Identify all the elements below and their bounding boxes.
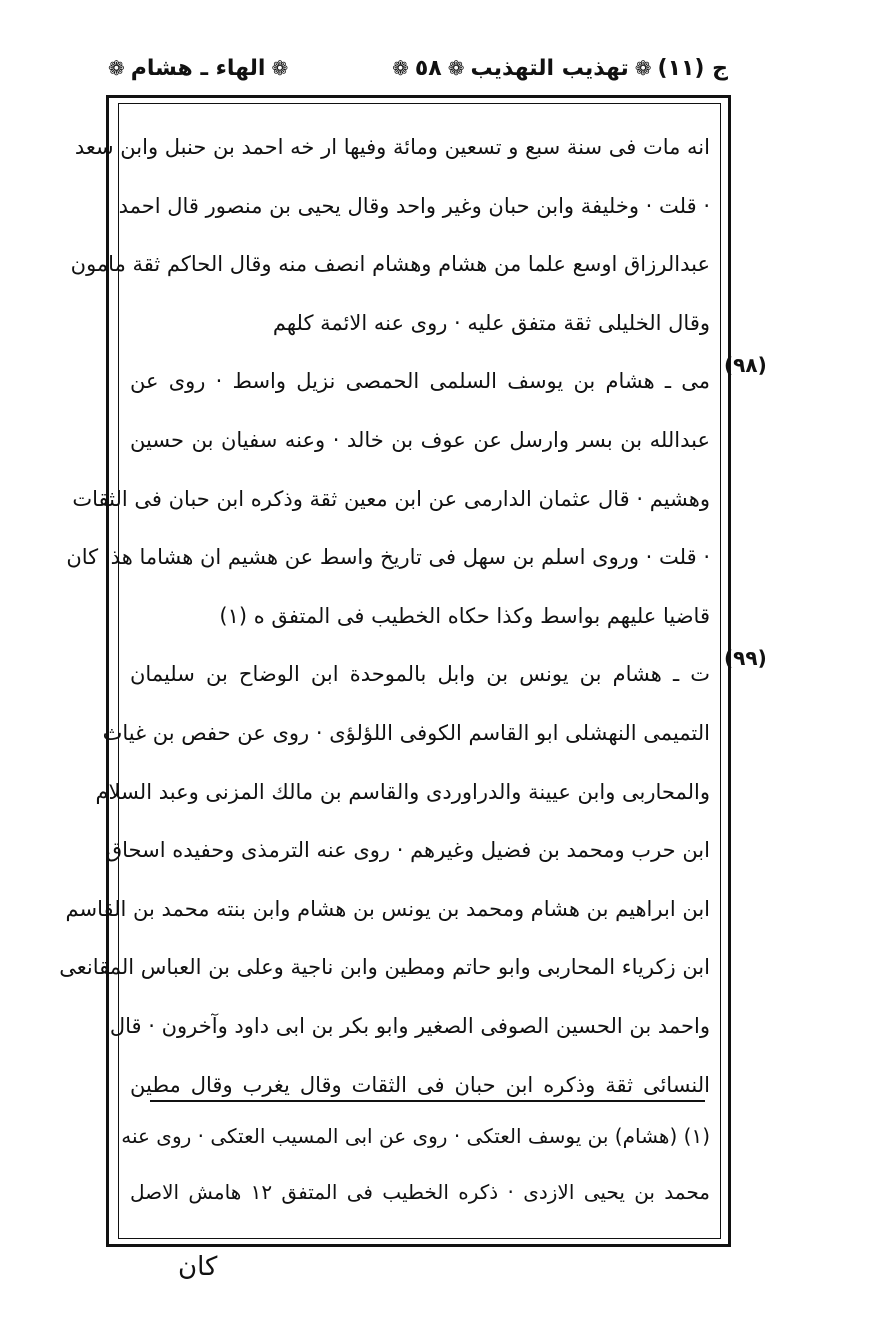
ornament-icon: ❁ (108, 56, 125, 80)
text-line: انه مات فى سنة سبع و تسعين ومائة وفيها ار خه احمد بن حنبل وابن سعد (74, 135, 710, 159)
text-line: وهشيم · قال عثمان الدارمى عن ابن معين ثقة وذكره ابن حبان فى الثقات (72, 486, 710, 511)
text-line: عبدالرزاق اوسع علما من هشام وهشام انصف منه وقال الحاكم ثقة مامون (70, 252, 710, 277)
page-header (108, 48, 728, 88)
catchword: كان (178, 1252, 218, 1282)
text-line: ابن زكرياء المحاربى وابو حاتم ومطين وابن ناجية وعلى بن العباس المقانعى (59, 955, 710, 980)
text-line: ت ـ هشام بن يونس بن وابل بالموحدة ابن الوضاح بن سليمان (130, 662, 710, 687)
text-line: · قلت · وخليفة وابن حبان وغير واحد وقال يحيى بن منصور قال احمد (118, 193, 710, 218)
entry-number-99: (٩٩) (724, 646, 767, 670)
text-line: عبدالله بن بسر وارسل عن عوف بن خالد · وعنه سفيان بن حسين (130, 427, 710, 452)
ornament-icon: ❁ (447, 56, 465, 80)
text-line: ابن حرب ومحمد بن فضيل وغيرهم · روى عنه الترمذى وحفيده اسحاق (105, 838, 710, 863)
page-number: ٥٨ (414, 55, 442, 81)
entry-number-98: (٩٨) (724, 353, 767, 377)
ornament-icon: ❁ (392, 56, 409, 80)
section-label: الهاء ـ هشام (130, 55, 266, 81)
book-title: تهذيب التهذيب (470, 55, 629, 81)
text-line: والمحاربى وابن عيينة والدراوردى والقاسم بن مالك المزنى وعبد السلام (95, 779, 710, 804)
text-line: · قلت · وروى اسلم بن سهل فى تاريخ واسط عن هشيم ان هشاما هذا كان (66, 545, 710, 570)
main-text (59, 118, 710, 1114)
text-line: ابن ابراهيم بن هشام ومحمد بن يونس بن هشام وابن بنته محمد بن القاسم (65, 896, 710, 921)
volume-label: ج (١١) (657, 55, 728, 81)
footnote-line: (١) (هشام) بن يوسف العتكى · روى عن ابى المسيب العتكى · روى عنه (121, 1124, 710, 1148)
header-volume-title (392, 56, 728, 81)
footnote-line: محمد بن يحيى الازدى · ذكره الخطيب فى المتفق ١٢ هامش الاصل (130, 1180, 710, 1204)
header-section-title (108, 56, 288, 81)
ornament-icon: ❁ (271, 56, 289, 80)
text-line: واحمد بن الحسين الصوفى الصغير وابو بكر بن ابى داود وآخرون · قال (109, 1013, 710, 1038)
text-line: قاضيا عليهم بواسط وكذا حكاه الخطيب فى المتفق ه (١) (219, 603, 710, 628)
text-line: النسائى ثقة وذكره ابن حبان فى الثقات وقال يغرب وقال مطين (130, 1072, 710, 1097)
footnote-divider (150, 1100, 705, 1102)
text-line: التميمى النهشلى ابو القاسم الكوفى اللؤلؤى · روى عن حفص بن غياث (102, 720, 710, 745)
ornament-icon: ❁ (634, 56, 652, 80)
footnote (121, 1108, 710, 1220)
text-line: مى ـ هشام بن يوسف السلمى الحمصى نزيل واسط · روى عن (130, 369, 710, 394)
text-line: وقال الخليلى ثقة متفق عليه · روى عنه الائمة كلهم (272, 310, 710, 335)
